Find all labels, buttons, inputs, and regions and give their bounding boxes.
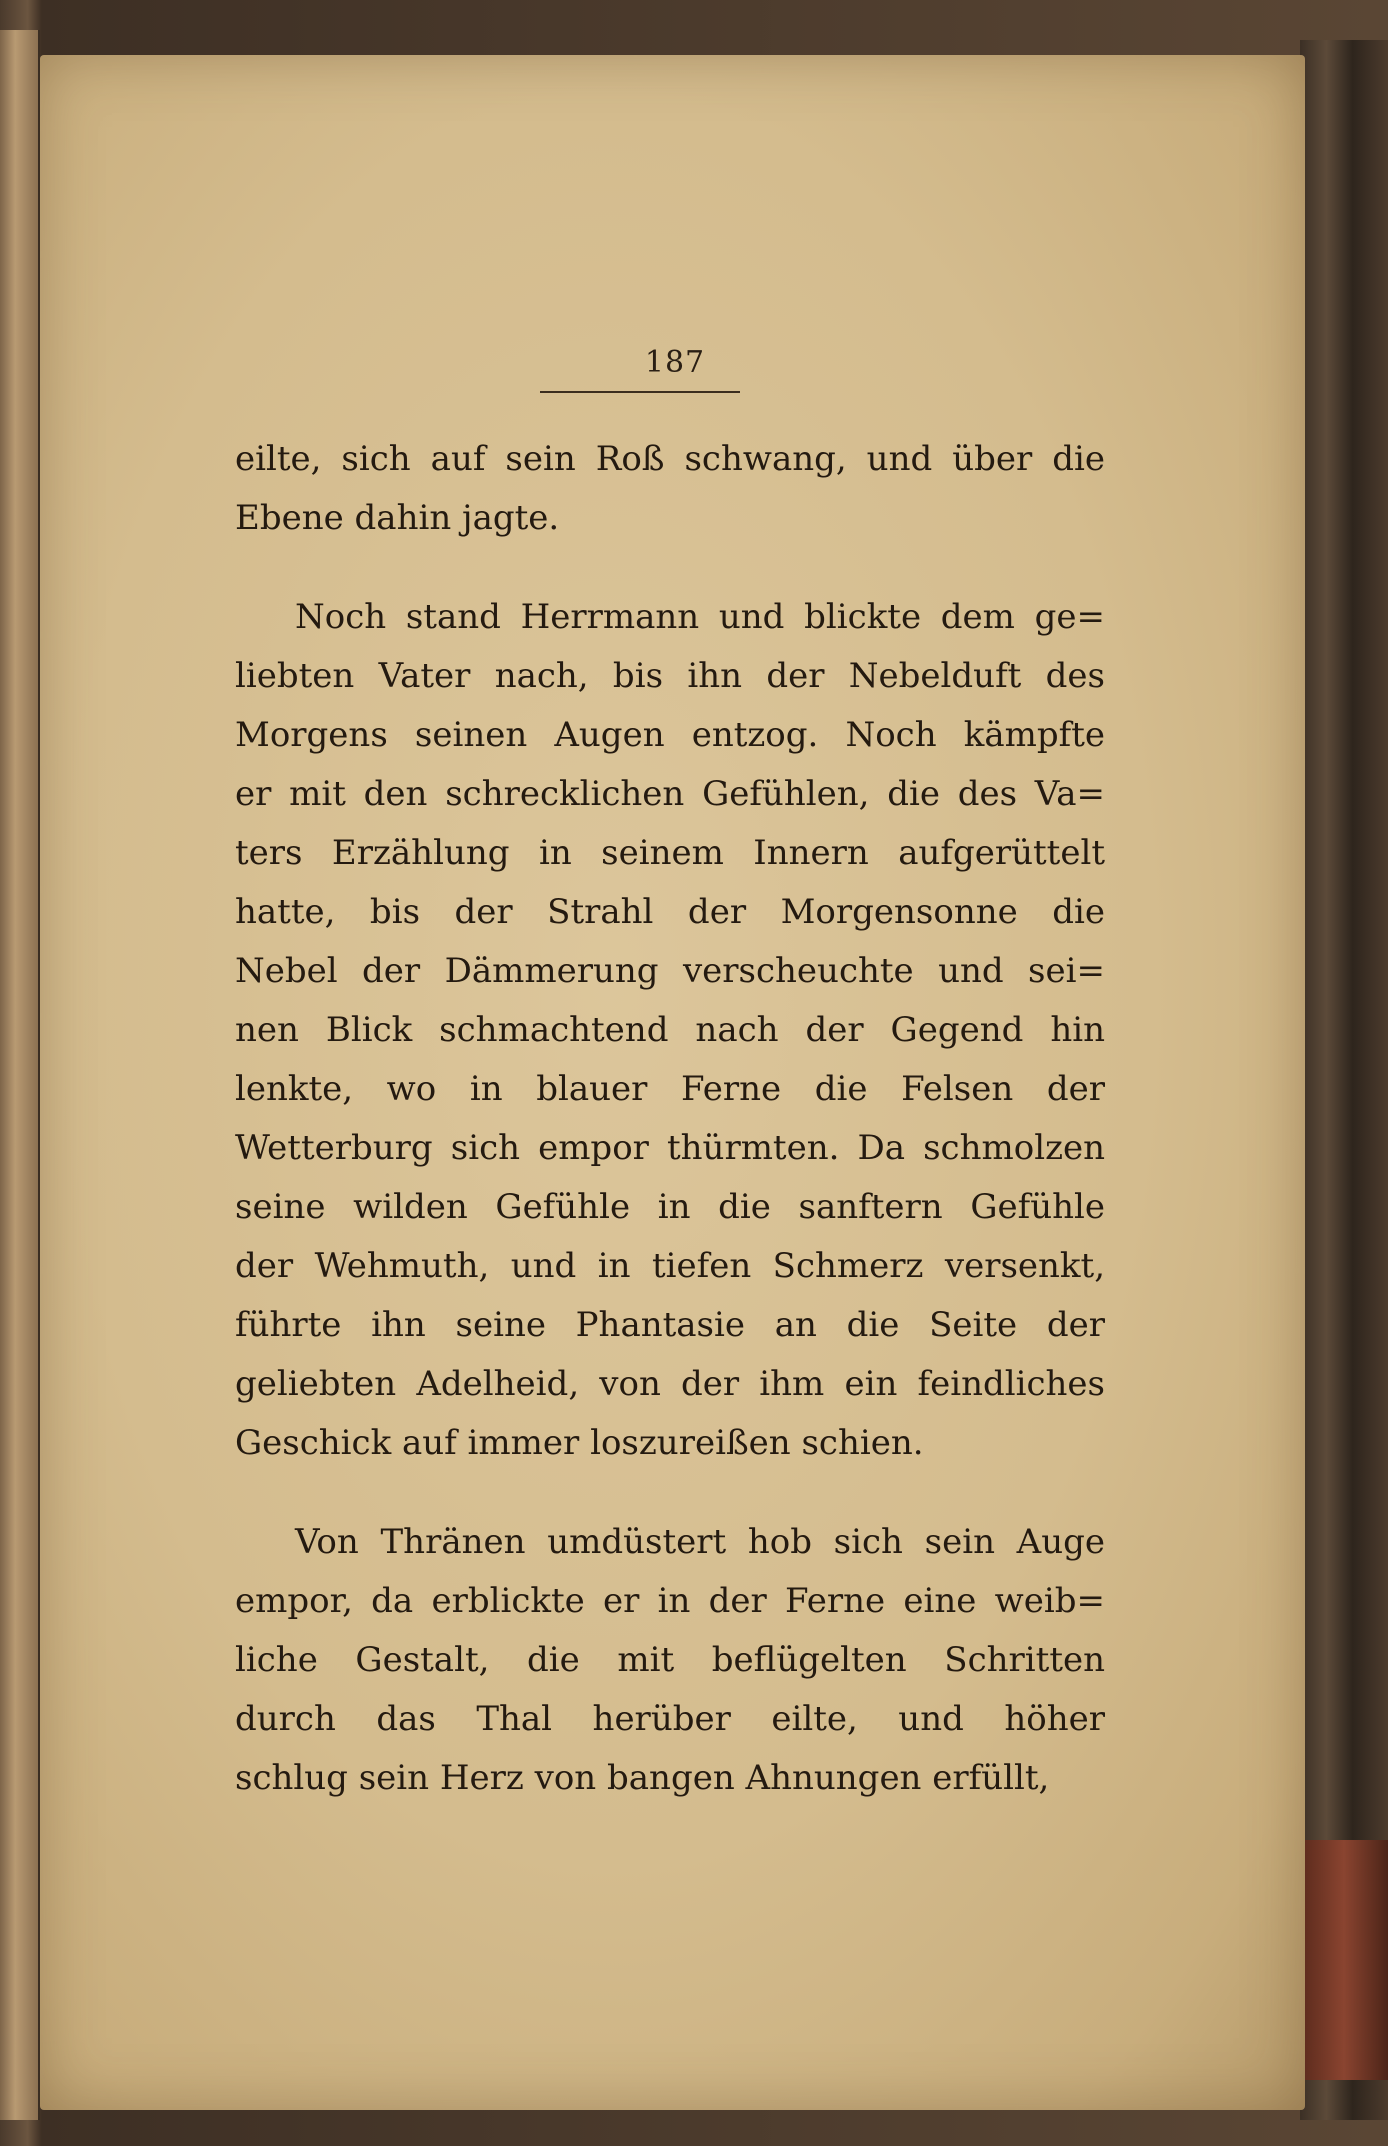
paragraph-gap bbox=[235, 1473, 1105, 1513]
text-line: geliebten Adelheid, von der ihm ein feindliches bbox=[235, 1364, 1105, 1404]
page-number-text: 187 bbox=[644, 345, 706, 380]
text-line: Geschick auf immer loszureißen schien. bbox=[235, 1423, 924, 1463]
text-line: nen Blick schmachtend nach der Gegend hin bbox=[235, 1010, 1105, 1050]
text-line: Von Thränen umdüstert hob sich sein Auge bbox=[295, 1522, 1105, 1562]
spine-leather-patch bbox=[1300, 1840, 1388, 2080]
book-page bbox=[40, 55, 1305, 2110]
text-line: seine wilden Gefühle in die sanftern Gefühle bbox=[235, 1187, 1105, 1227]
text-line: führte ihn seine Phantasie an die Seite der bbox=[235, 1305, 1105, 1345]
text-line: Nebel der Dämmerung verscheuchte und sei= bbox=[235, 951, 1105, 991]
text-line: er mit den schrecklichen Gefühlen, die des Va= bbox=[235, 774, 1105, 814]
text-line: Morgens seinen Augen entzog. Noch kämpfte bbox=[235, 715, 1105, 755]
text-line: durch das Thal herüber eilte, und höher bbox=[235, 1699, 1105, 1739]
text-line: Noch stand Herrmann und blickte dem ge= bbox=[295, 597, 1105, 637]
text-line: empor, da erblickte er in der Ferne eine weib= bbox=[235, 1581, 1105, 1621]
text-line: liebten Vater nach, bis ihn der Nebelduft des bbox=[235, 656, 1105, 696]
text-line: hatte, bis der Strahl der Morgensonne die bbox=[235, 892, 1105, 932]
paragraph-gap bbox=[235, 548, 1105, 588]
text-line: der Wehmuth, und in tiefen Schmerz versenkt, bbox=[235, 1246, 1105, 1286]
text-line: Ebene dahin jagte. bbox=[235, 498, 560, 538]
left-page-edge bbox=[0, 30, 40, 2120]
text-line: eilte, sich auf sein Roß schwang, und über die bbox=[235, 439, 1105, 479]
text-line: lenkte, wo in blauer Ferne die Felsen der bbox=[235, 1069, 1105, 1109]
text-line: liche Gestalt, die mit beflügelten Schritten bbox=[235, 1640, 1105, 1680]
header-rule bbox=[540, 391, 740, 393]
page-number bbox=[40, 345, 1305, 380]
text-line: ters Erzählung in seinem Innern aufgerüttelt bbox=[235, 833, 1105, 873]
body-text bbox=[235, 430, 1105, 1808]
text-line: schlug sein Herz von bangen Ahnungen erfüllt, bbox=[235, 1758, 1050, 1798]
book-spine bbox=[1300, 40, 1388, 2120]
text-line: Wetterburg sich empor thürmten. Da schmolzen bbox=[235, 1128, 1105, 1168]
